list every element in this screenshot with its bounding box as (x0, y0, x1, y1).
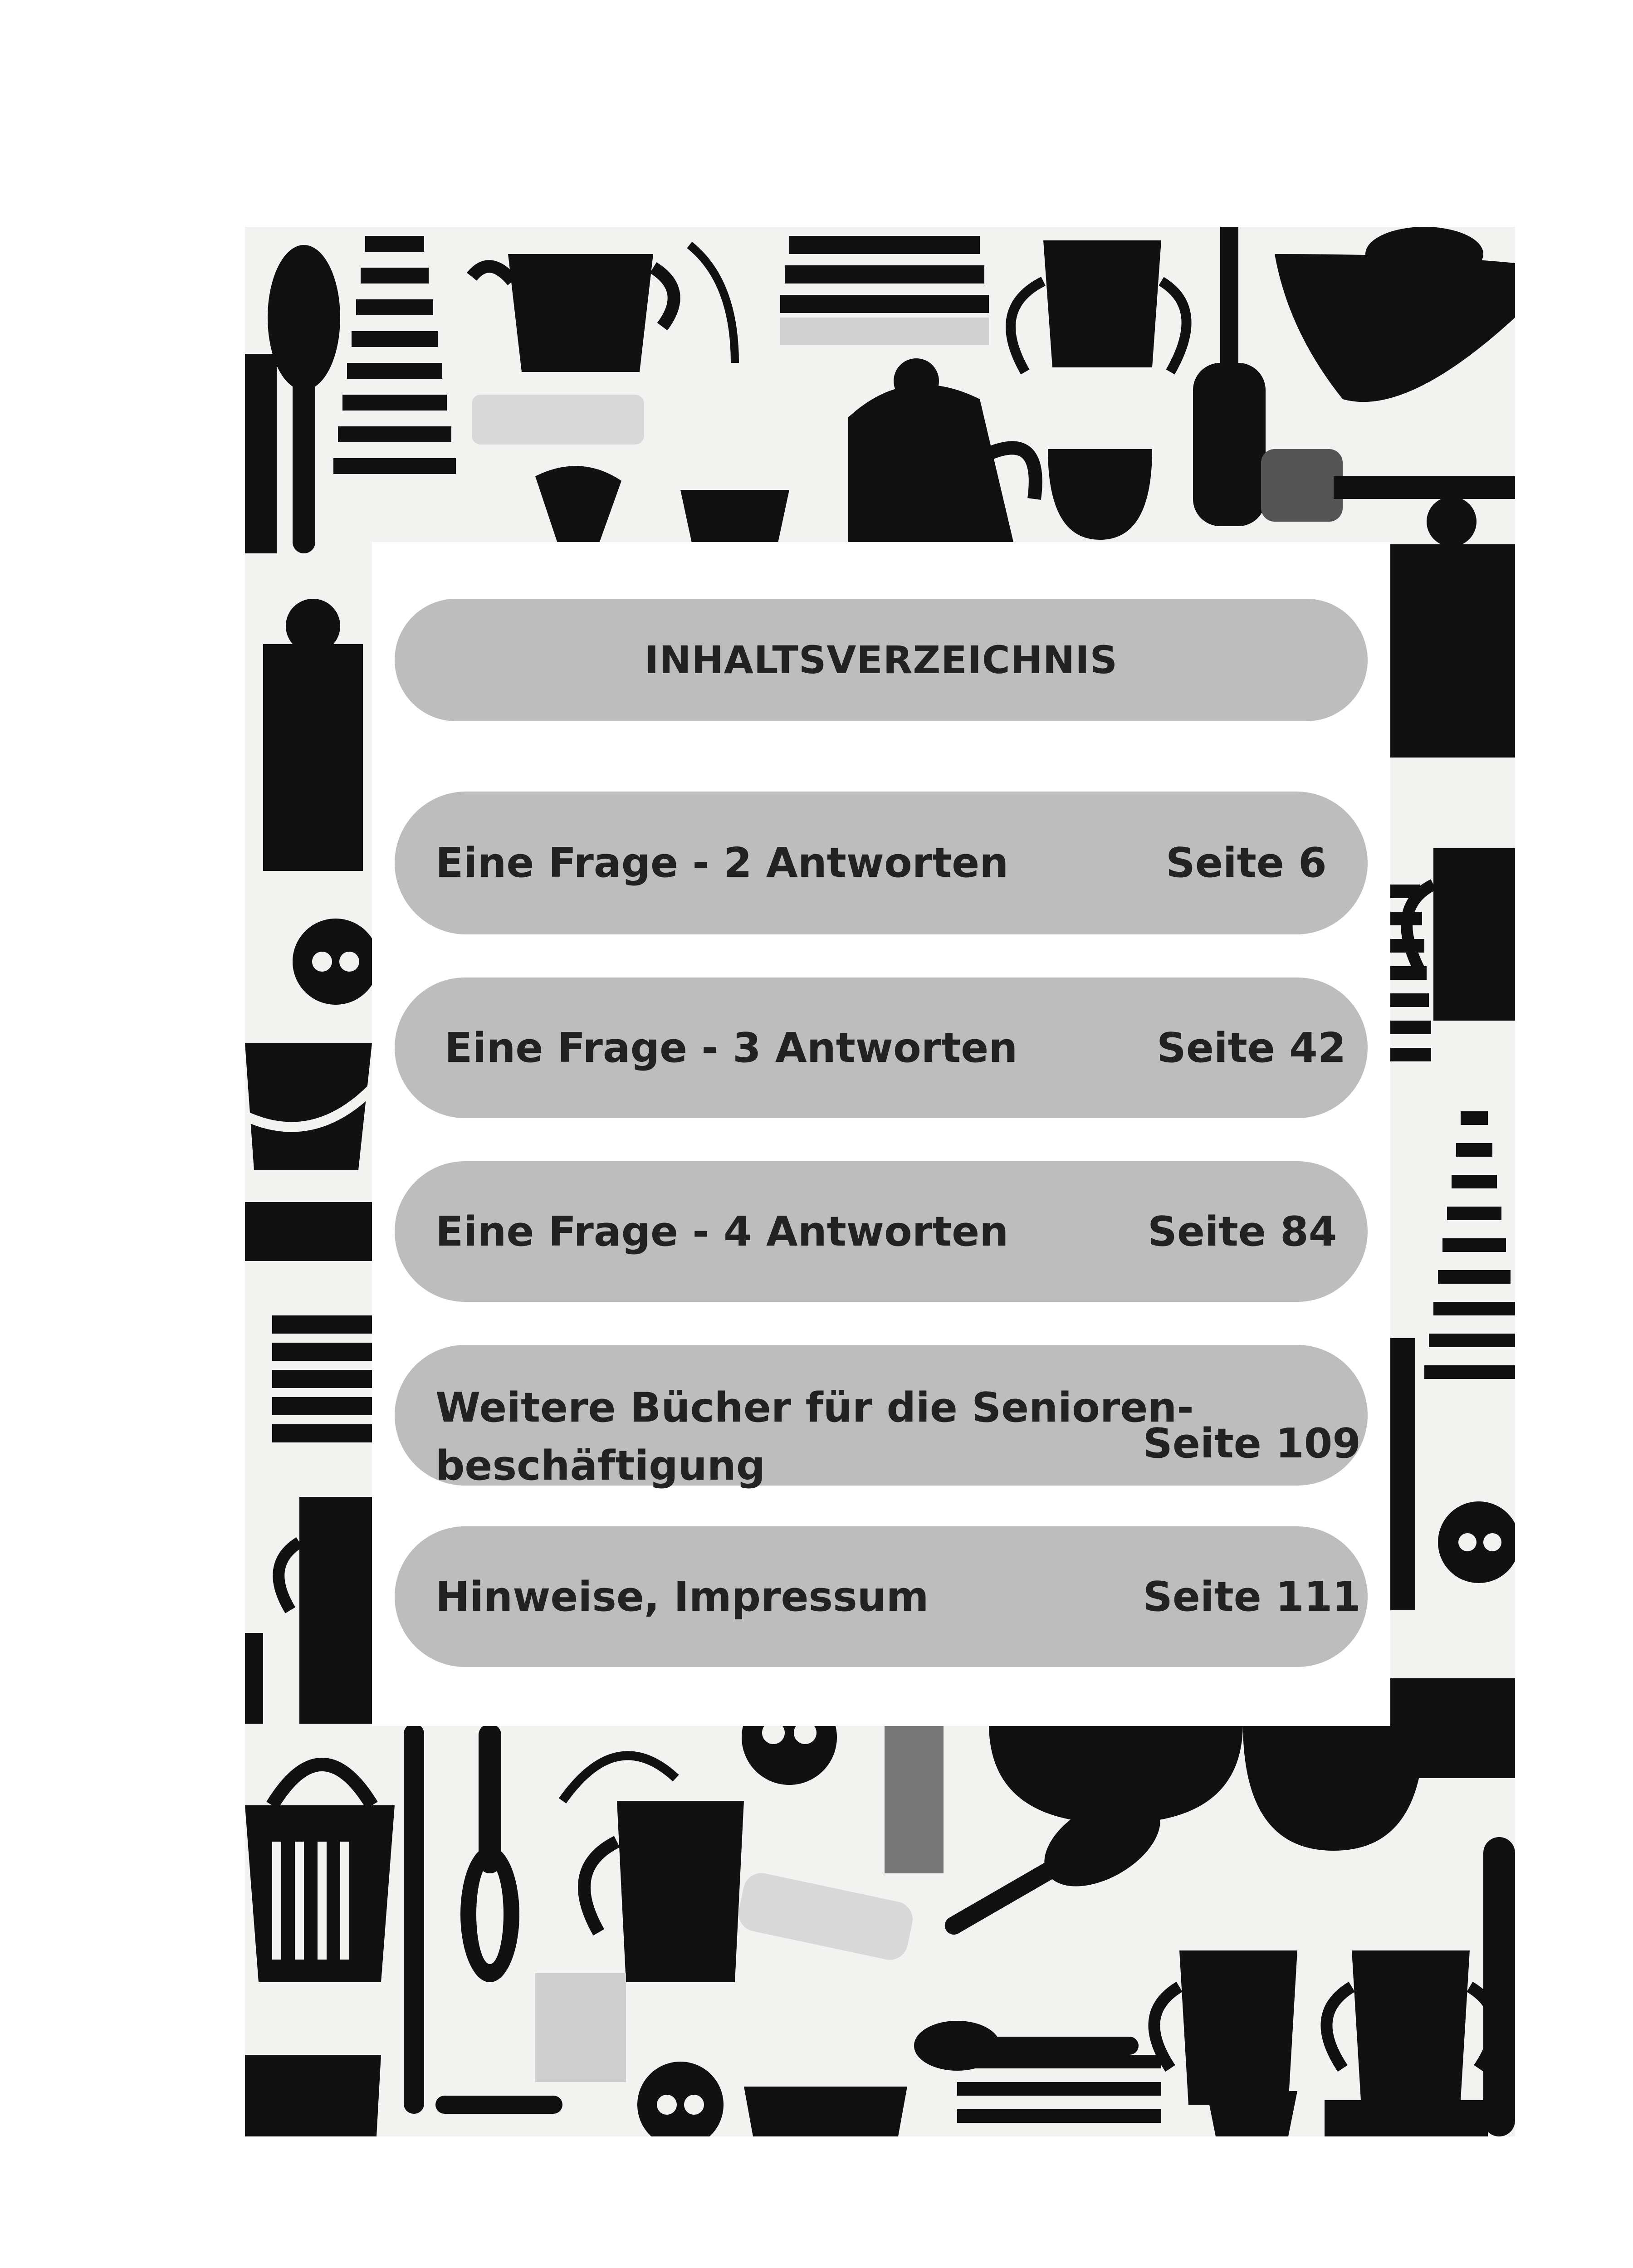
striped-tower-icon (1424, 1111, 1515, 1379)
toc-entry[interactable] (395, 792, 1368, 934)
comb-icon (885, 1724, 944, 1873)
toc-entry-page: Seite 109 (1143, 1420, 1361, 1467)
watering-can-icon (989, 1724, 1243, 1823)
toc-entry[interactable] (395, 978, 1368, 1118)
teapot-icon (848, 358, 1036, 553)
table-of-contents-panel (372, 542, 1390, 1726)
spatula-icon (1261, 449, 1515, 522)
toc-entry-page: Seite 42 (1157, 1024, 1346, 1072)
mug-bottom-icon (1154, 1950, 1297, 2105)
toc-entry-label: Eine Frage - 2 Antworten (435, 839, 1009, 887)
button-small-icon (637, 2062, 724, 2136)
toc-entry[interactable] (395, 1526, 1368, 1667)
striped-box-bottom-icon (957, 2055, 1161, 2123)
toc-entry[interactable] (395, 1161, 1368, 1302)
pitcher-icon (562, 1755, 744, 1982)
tray-icon (472, 395, 644, 445)
striped-box-icon (780, 236, 989, 345)
toc-entry-page: Seite 84 (1148, 1207, 1337, 1256)
toc-entry-label-line1: Weitere Bücher für die Senioren- (435, 1384, 1194, 1432)
toc-entry-label (435, 1379, 1194, 1495)
cup-bottom-icon (1326, 1950, 1495, 2100)
whisk-icon (1193, 227, 1266, 526)
cup-icon (1011, 240, 1187, 372)
ladle-icon (460, 1724, 519, 1982)
toc-title: INHALTSVERZEICHNIS (395, 599, 1368, 721)
jug-icon (279, 1497, 372, 1724)
toc-entry-page: Seite 111 (1143, 1573, 1361, 1621)
button-right-icon (1438, 1501, 1515, 1583)
button-icon (293, 919, 379, 1005)
strainer-icon (1048, 449, 1152, 540)
bowl-icon (1275, 227, 1515, 402)
spoon-icon (268, 245, 340, 553)
toc-entry-label: Eine Frage - 3 Antworten (445, 1024, 1018, 1072)
toc-entry-label: Hinweise, Impressum (435, 1573, 929, 1621)
bucket-icon (245, 1043, 372, 1170)
kettle-icon (263, 599, 363, 871)
striped-cone-icon (333, 236, 456, 474)
pot-icon (472, 254, 674, 372)
coffee-pot-icon (1388, 497, 1515, 758)
toc-entry-page: Seite 6 (1166, 839, 1327, 887)
toc-entry-label-line2: beschäftigung (435, 1442, 766, 1490)
toc-entry-label: Eine Frage - 4 Antworten (435, 1207, 1009, 1256)
toc-entry[interactable] (395, 1345, 1368, 1490)
grater-icon (272, 1315, 372, 1442)
